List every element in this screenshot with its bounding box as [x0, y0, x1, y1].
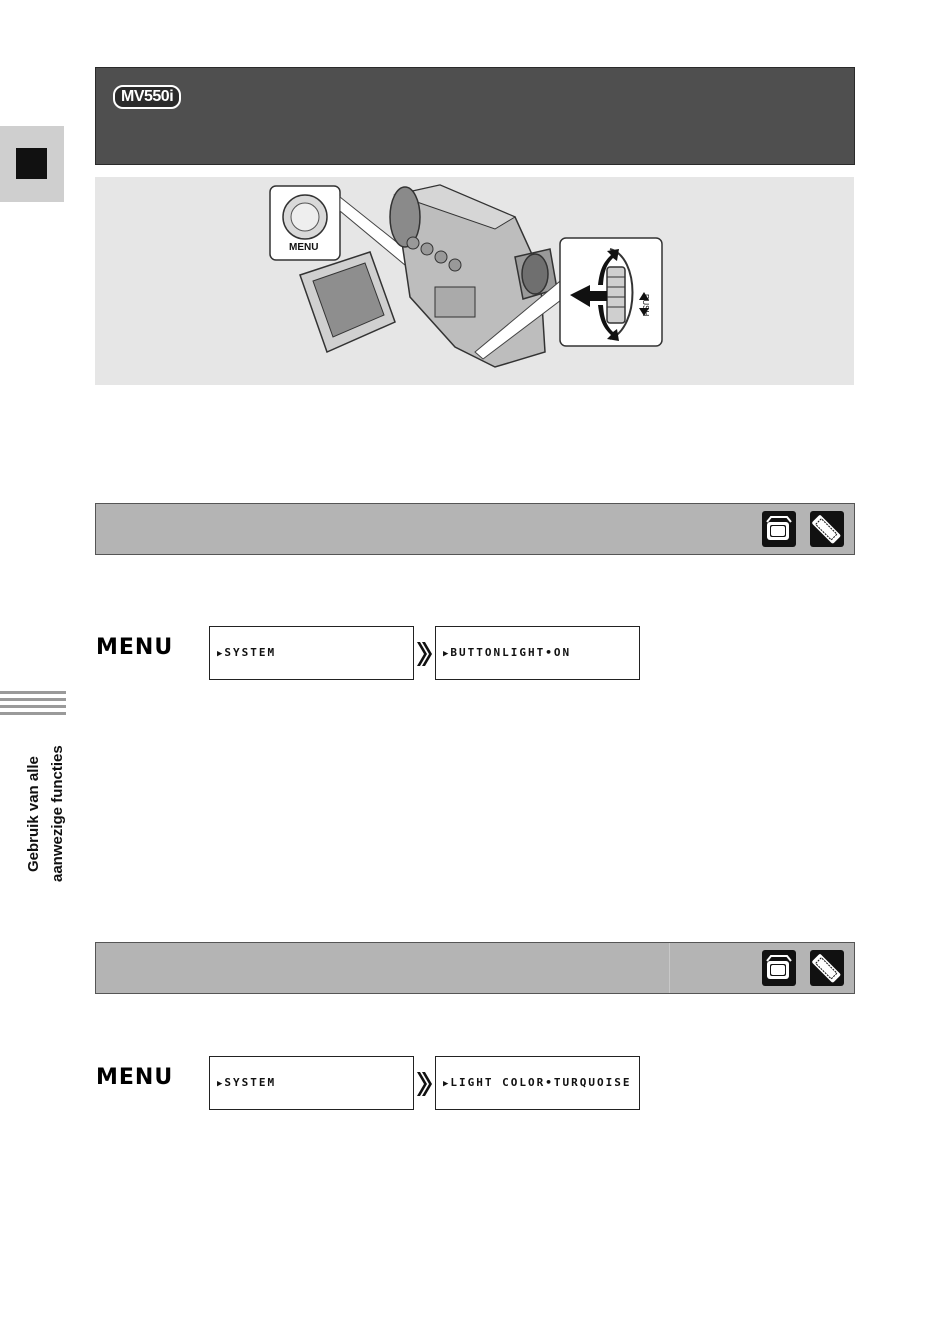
camera-icon: [761, 949, 797, 987]
side-label-line2: aanwezige functies: [49, 745, 66, 883]
chapter-marker: [16, 148, 47, 179]
menu-label-2: MENU: [96, 1065, 174, 1090]
camera-icon: [761, 510, 797, 548]
side-stripes: [0, 691, 66, 719]
pointer-icon: ▶: [217, 1079, 223, 1089]
pointer-icon: ▶: [443, 1079, 449, 1089]
menu-screen-light-color: [435, 1056, 640, 1110]
pointer-icon: ▶: [443, 649, 449, 659]
screen-text: SYSTEM: [224, 1076, 277, 1089]
menu-screen-buttonlight: [435, 626, 640, 680]
menu-screen-system-1: [209, 626, 414, 680]
bar-divider: [669, 943, 670, 993]
side-label-line1: Gebruik van alle: [25, 756, 42, 872]
double-chevron-right-icon: [416, 1072, 432, 1096]
screen-text: BUTTONLIGHT•ON: [450, 646, 572, 659]
remote-control-icon: [809, 949, 845, 987]
pointer-icon: ▶: [217, 649, 223, 659]
menu-label-1: MENU: [96, 635, 174, 660]
model-badge: MV550i: [113, 85, 181, 109]
double-chevron-right-icon: [416, 642, 432, 666]
menu-button-label: MENU: [289, 242, 319, 253]
screen-text: LIGHT COLOR•TURQUOISE: [450, 1076, 632, 1089]
camcorder-illustration: [95, 177, 854, 385]
dial-push-label: PUSH: [641, 294, 650, 317]
menu-screen-system-2: [209, 1056, 414, 1110]
section-header-bar-2: [95, 942, 855, 994]
camcorder-drawing: [95, 177, 854, 385]
remote-control-icon: [809, 510, 845, 548]
side-chapter-label: [22, 729, 72, 899]
screen-text: SYSTEM: [224, 646, 277, 659]
section-header-bar-1: [95, 503, 855, 555]
model-header-band: [95, 67, 855, 165]
